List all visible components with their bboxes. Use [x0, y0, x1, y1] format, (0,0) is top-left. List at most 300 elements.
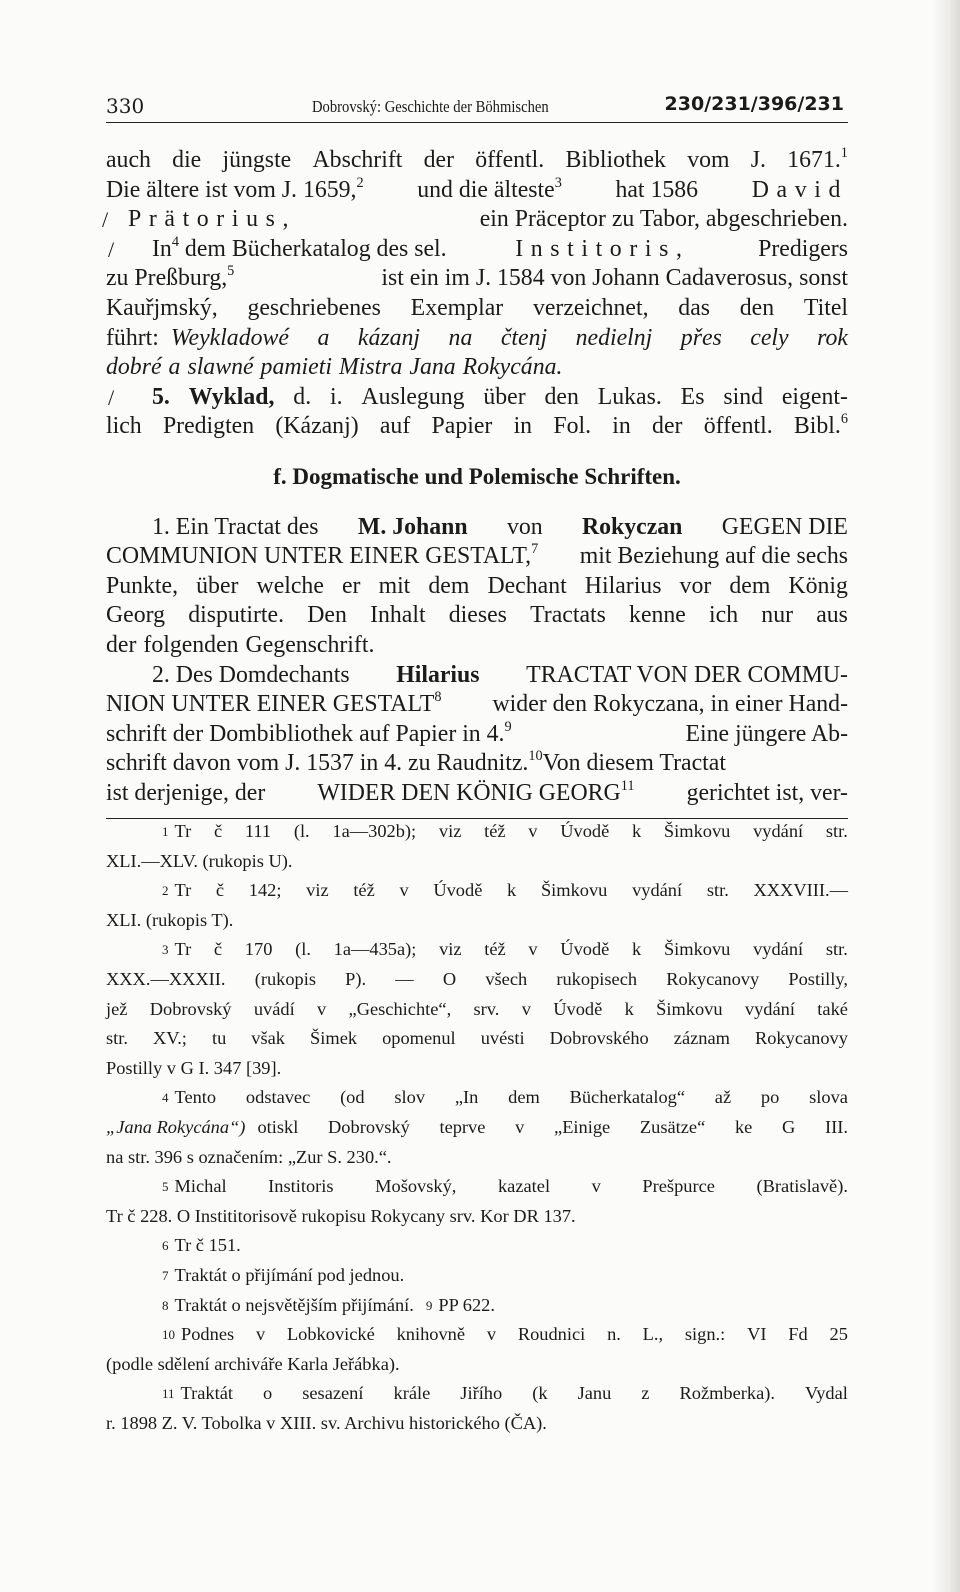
- word: slov: [394, 1087, 426, 1108]
- word: Šimkovu: [663, 939, 731, 960]
- footnote-divider: [106, 818, 848, 819]
- word: Šimkovu: [540, 880, 608, 901]
- footnote-number: 2: [162, 883, 169, 899]
- word: kazatel: [497, 1176, 551, 1197]
- footnote-number: 9: [425, 1297, 433, 1313]
- page-header: [106, 88, 848, 123]
- footnote-number: 1: [162, 824, 169, 839]
- word: a: [317, 324, 330, 351]
- text-segment: von: [506, 513, 543, 540]
- word: Dechant: [487, 572, 567, 599]
- word: viz: [438, 821, 462, 841]
- word: Dobrovský: [149, 998, 232, 1019]
- word: rok: [817, 324, 848, 351]
- text-line: [106, 779, 848, 809]
- word: v: [486, 1324, 497, 1345]
- word: v: [515, 1116, 525, 1137]
- footnote-text: [175, 879, 849, 909]
- author-name-spaced: David: [751, 176, 848, 203]
- word: str.: [106, 1028, 128, 1049]
- word: uvádí: [253, 998, 295, 1019]
- word: „Einige: [554, 1116, 611, 1137]
- word: krále: [393, 1383, 431, 1404]
- word: folgenden: [143, 631, 239, 658]
- footnote-text: [181, 1323, 848, 1353]
- word: k: [507, 880, 517, 901]
- footnote-line: [106, 820, 848, 850]
- word: Postilly,: [788, 968, 848, 989]
- footnote-text: [257, 1116, 848, 1146]
- word: der: [423, 147, 455, 173]
- word: vydání: [753, 821, 804, 841]
- word: XXX.—XXXII.: [106, 968, 226, 989]
- word: III.: [825, 1116, 848, 1137]
- word: sign.:: [684, 1324, 726, 1345]
- text-line: [106, 661, 848, 691]
- text-line: [106, 412, 848, 442]
- word: Bibliothek: [565, 147, 666, 173]
- word: otiskl: [257, 1116, 299, 1137]
- word: in: [513, 413, 533, 440]
- text-line: [106, 631, 848, 661]
- footnote-number: 3: [162, 942, 169, 958]
- word: uvésti: [480, 1028, 525, 1049]
- footnote-number: 7: [162, 1267, 169, 1283]
- footnote-line: [106, 1323, 848, 1353]
- word: též: [484, 821, 506, 841]
- word: Dobrovského: [549, 1028, 649, 1049]
- main-text: [102, 145, 848, 808]
- footnote-text: [175, 820, 849, 850]
- text-segment: WIDER DEN KÖNIG GEORG$^{11}$: [317, 777, 635, 806]
- footnote-line: [106, 1175, 848, 1205]
- word: Rokycanovy: [754, 1028, 848, 1049]
- section-heading: f. Dogmatische und Polemische Schriften.: [273, 463, 681, 489]
- word: Dobrovský: [328, 1116, 410, 1137]
- word: str.: [825, 939, 848, 960]
- word: Fd: [788, 1324, 808, 1345]
- word: 1a—435a);: [333, 939, 417, 960]
- word: XXXVIII.—: [753, 880, 848, 901]
- word: č: [213, 821, 223, 841]
- running-title: Dobrovský: Geschichte der Böhmischen: [312, 97, 549, 116]
- footnote-number: 11: [162, 1386, 175, 1402]
- word: Den: [307, 602, 347, 629]
- word: er: [341, 572, 361, 599]
- word: vom: [687, 147, 730, 173]
- word: v: [528, 821, 538, 841]
- word: čtenj: [500, 324, 548, 351]
- word: Tento: [174, 1087, 217, 1108]
- word: Úvodě: [553, 998, 603, 1019]
- footnote-number: 10: [162, 1327, 175, 1343]
- word: sesazení: [302, 1383, 364, 1404]
- word: Jiřího: [460, 1383, 503, 1404]
- footnote-number: 4: [162, 1090, 169, 1106]
- word: (od: [340, 1087, 365, 1108]
- word: 1671.$^1$: [787, 145, 848, 173]
- word: 111: [244, 821, 272, 841]
- word: öffentl.: [475, 147, 545, 173]
- text-line: [106, 720, 848, 750]
- word: L.,: [642, 1324, 664, 1345]
- word: „Geschichte“,: [348, 998, 452, 1019]
- word: Rožmberka).: [679, 1383, 775, 1404]
- word: auf: [379, 413, 411, 440]
- word: Rokycanovy: [666, 968, 760, 989]
- bold-name: M. Johann: [357, 513, 468, 540]
- text-segment: Eine jüngere Ab-: [685, 720, 848, 747]
- word: J.: [750, 147, 766, 173]
- word: Vydal: [805, 1383, 848, 1404]
- word: v: [591, 1176, 601, 1197]
- word: Inhalt: [370, 602, 426, 629]
- footnote-text: Tr č 151.: [174, 1235, 241, 1256]
- word: Michal: [174, 1176, 227, 1197]
- word: dem: [508, 1087, 540, 1108]
- word: den: [544, 383, 579, 410]
- footnote-text: Traktát o přijímání pod jednou.: [174, 1264, 405, 1285]
- word: dem: [729, 572, 771, 599]
- word: Gegenschrift.: [245, 631, 375, 658]
- text-line: [106, 383, 848, 413]
- word: cely: [750, 324, 789, 351]
- word: kenne: [629, 602, 686, 629]
- text-line: [106, 353, 848, 383]
- text-line: [106, 176, 848, 206]
- word: nur: [761, 602, 794, 629]
- word: však: [251, 1028, 286, 1049]
- word: den: [739, 294, 775, 321]
- text-segment: ist ein im J. 1584 von Johann Cadaverosus, sonst: [381, 265, 848, 292]
- word: Traktát: [180, 1383, 233, 1404]
- word: der: [106, 631, 137, 658]
- text-segment: gerichtet ist, ver-: [686, 779, 848, 806]
- word: Georg: [106, 602, 166, 629]
- word: vydání: [632, 880, 683, 901]
- text-line: [106, 146, 848, 176]
- footnote-text: [175, 1175, 849, 1205]
- text-line: [106, 601, 848, 631]
- text-segment: Predigers: [758, 235, 848, 262]
- word: Roudnici: [517, 1324, 586, 1345]
- word: teprve: [439, 1116, 486, 1137]
- word: welche: [256, 572, 324, 599]
- word: Šimkovu: [656, 998, 723, 1019]
- word: vydání: [753, 939, 804, 960]
- word: Prešpurce: [642, 1176, 715, 1197]
- word: v: [399, 880, 409, 901]
- text-line: [106, 542, 848, 572]
- word: Zusätze“: [639, 1116, 706, 1137]
- word: Punkte,: [106, 572, 179, 599]
- word: knihovně: [396, 1324, 466, 1345]
- text-line: [106, 264, 848, 294]
- word: viz: [306, 880, 329, 901]
- footnote-line: XLI. (rukopis T).: [106, 909, 234, 930]
- word: Weykladowé: [170, 324, 289, 351]
- word: Tr: [174, 880, 192, 901]
- footnote-line: [106, 1234, 848, 1264]
- text-segment: schrift der Dombibliothek auf Papier in 4.$^9$: [106, 718, 512, 747]
- word: jüngste: [222, 147, 292, 173]
- word: Auslegung: [361, 383, 465, 410]
- word: (k: [532, 1383, 548, 1404]
- text-segment: In$^4$ dem Bücherkatalog des sel.: [152, 233, 447, 262]
- word: i.: [330, 383, 343, 410]
- word: P).: [345, 968, 367, 989]
- word: die: [172, 147, 202, 173]
- word: a: [168, 354, 181, 381]
- footnote-line: Tr č 228. O Instititorisově rukopisu Rokycany srv. Kor DR 137.: [106, 1205, 576, 1226]
- word: v: [255, 1324, 266, 1345]
- footnote-line: [106, 968, 848, 998]
- text-segment: 2. Des Domdechants: [152, 661, 350, 688]
- text-segment: schrift davon vom J. 1537 in 4. zu Raudnitz.$^{10}$Von diesem Tractat: [106, 748, 726, 777]
- word: 25: [829, 1324, 848, 1345]
- word: také: [817, 998, 848, 1019]
- word: slova: [809, 1087, 848, 1108]
- text-segment: NION UNTER EINER GESTALT$^8$: [106, 689, 442, 718]
- word: z: [641, 1383, 650, 1404]
- word: srv.: [473, 998, 500, 1019]
- word: str.: [706, 880, 729, 901]
- word: ke: [734, 1116, 753, 1137]
- word: Institoris: [268, 1176, 334, 1197]
- footnote-italic: „Jana Rokycána“): [106, 1116, 246, 1137]
- word: o: [263, 1383, 273, 1404]
- word: n.: [607, 1324, 621, 1345]
- word: Lukas.: [597, 383, 662, 410]
- word: G: [782, 1116, 796, 1137]
- text-segment: Die ältere ist vom J. 1659,$^2$: [106, 174, 364, 203]
- text-segment: zu Preßburg,$^5$: [106, 263, 235, 292]
- word: k: [624, 998, 634, 1019]
- word: všech: [485, 968, 528, 989]
- page-edge-shadow: [932, 0, 960, 1592]
- footnote-number: 5: [162, 1179, 169, 1195]
- word: Bibl.$^6$: [793, 411, 848, 440]
- word: „In: [454, 1087, 479, 1108]
- word: König: [788, 572, 848, 599]
- word: aus: [816, 602, 848, 629]
- word: Predigten: [162, 413, 255, 440]
- word: Papier: [431, 413, 493, 440]
- word: č: [213, 939, 223, 960]
- text-line: [106, 572, 848, 602]
- word: v: [317, 998, 327, 1019]
- footnotes: [106, 820, 848, 1441]
- word: Tr: [174, 821, 192, 841]
- text-line: [106, 235, 848, 265]
- footnote-line: [106, 1116, 848, 1146]
- word: vor: [679, 572, 712, 599]
- word: též: [353, 880, 375, 901]
- word: in: [612, 413, 631, 440]
- word: po: [760, 1087, 780, 1108]
- word: Exemplar: [410, 294, 504, 321]
- word: O: [442, 968, 457, 989]
- text-segment: 1. Ein Tractat des: [152, 513, 319, 540]
- footnote-text: [175, 1086, 849, 1116]
- word: das: [678, 294, 711, 321]
- word: kázanj: [357, 324, 421, 351]
- word: opomenul: [382, 1028, 456, 1049]
- word: dem: [428, 572, 470, 599]
- footnote-text: PP 622.: [438, 1294, 495, 1315]
- word: až: [714, 1087, 732, 1108]
- word: slawné: [187, 354, 254, 381]
- word: Lobkovické: [286, 1324, 375, 1345]
- word: mit: [378, 572, 411, 599]
- text-segment: COMMUNION UNTER EINER GESTALT,$^7$: [106, 541, 539, 570]
- word: Šimkovu: [663, 821, 731, 841]
- text-line: [106, 749, 848, 779]
- italic-title: [171, 324, 848, 354]
- word: Es: [680, 383, 705, 410]
- word: nedielnj: [575, 324, 653, 351]
- word: sind: [723, 383, 763, 410]
- word: Úvodě: [560, 939, 610, 960]
- word: 1a—302b);: [332, 821, 417, 841]
- footnote-line: [106, 938, 848, 968]
- word: též: [484, 939, 506, 960]
- text-segment: wider den Rokyczana, in einer Hand-: [492, 691, 848, 718]
- word: VI: [747, 1324, 767, 1345]
- page-reference: 230/231/396/231: [664, 93, 844, 115]
- word: v: [528, 939, 538, 960]
- text-segment: ist derjenige, der: [106, 779, 266, 806]
- word: dobré: [106, 354, 162, 381]
- word: k: [631, 821, 642, 841]
- word: lich: [106, 413, 142, 440]
- text-line: [106, 294, 848, 324]
- word: Janu: [577, 1383, 612, 1404]
- word: Wyklad,: [188, 383, 275, 410]
- word: v: [521, 998, 531, 1019]
- word: záznam: [673, 1028, 730, 1049]
- word: přes: [680, 324, 722, 351]
- word: geschriebenes: [247, 294, 381, 321]
- word: 170: [244, 939, 273, 960]
- word: vydání: [744, 998, 795, 1019]
- word: Tr: [174, 939, 192, 960]
- word: Mošovský,: [375, 1176, 457, 1197]
- word: (Bratislavě).: [756, 1176, 848, 1197]
- word: č: [215, 880, 225, 901]
- word: (l.: [293, 821, 310, 841]
- footnote-line: XLI.—XLV. (rukopis U).: [106, 850, 293, 871]
- word: odstavec: [245, 1087, 311, 1108]
- text-segment: und die älteste$^3$: [417, 174, 562, 203]
- word: eigent-: [781, 383, 848, 410]
- word: (Kázanj): [275, 413, 359, 440]
- word: disputirte.: [188, 602, 285, 629]
- word: Šimek: [310, 1028, 358, 1049]
- word: XV.;: [153, 1028, 187, 1049]
- margin-mark: /: [108, 384, 115, 410]
- word: Rokycána.: [462, 354, 563, 381]
- footnote-line: [106, 1294, 848, 1324]
- footnote-line: [106, 1264, 848, 1294]
- text-segment: [106, 383, 848, 413]
- word: (l.: [295, 939, 311, 960]
- text-segment: ein Präceptor zu Tabor, abgeschrieben.: [479, 206, 848, 233]
- word: na: [448, 324, 473, 351]
- word: Úvodě: [560, 821, 610, 841]
- word: über: [483, 383, 526, 410]
- word: Tractats: [530, 602, 606, 629]
- word: —: [395, 968, 414, 989]
- word: Mistra: [338, 354, 403, 381]
- word: Bücherkatalog“: [569, 1087, 685, 1108]
- footnote-number: 8: [162, 1297, 169, 1313]
- small-caps-title: GEGEN DIE: [721, 513, 848, 540]
- name-spaced: Institoris,: [515, 235, 690, 262]
- footnote-line: Postilly v G I. 347 [39].: [106, 1057, 282, 1078]
- word: str.: [825, 821, 848, 841]
- footnote-text: [175, 938, 849, 968]
- footnote-line: [106, 1086, 848, 1116]
- footnote-text: Traktát o nejsvětějším přijímání.: [174, 1294, 414, 1315]
- bold-name: Hilarius: [396, 661, 480, 688]
- text-line: [106, 324, 848, 354]
- word: k: [632, 939, 642, 960]
- footnote-line: (podle sdělení archiváře Karla Jeřábka).: [106, 1353, 400, 1374]
- word: rukopisech: [556, 968, 638, 989]
- text-line: [106, 690, 848, 720]
- text-line: [102, 205, 848, 235]
- word: Abschrift: [312, 147, 403, 173]
- footnote-line: [106, 1382, 848, 1412]
- page-number: 330: [106, 94, 145, 118]
- margin-mark: /: [102, 207, 109, 233]
- word: öffentl.: [703, 413, 773, 440]
- word: verzeichnet,: [532, 294, 649, 321]
- text-segment: führt:: [106, 324, 159, 351]
- text-segment: mit Beziehung auf die sechs: [579, 543, 848, 570]
- footnote-number: 6: [162, 1238, 169, 1254]
- footnote-line: [106, 1027, 848, 1057]
- word: Titel: [803, 294, 848, 321]
- word: tu: [211, 1028, 227, 1049]
- word: der: [652, 413, 683, 440]
- word: ich: [709, 602, 739, 629]
- word: Fol.: [553, 413, 592, 440]
- word: über: [196, 572, 239, 599]
- author-name-spaced: Prätorius,: [128, 206, 297, 233]
- word: 5.: [152, 383, 170, 410]
- word: Podnes: [181, 1324, 235, 1345]
- word: Jana: [409, 354, 456, 381]
- footnote-line: [106, 998, 848, 1028]
- word: 142;: [248, 880, 282, 901]
- word: Kauřjmský,: [106, 294, 218, 321]
- margin-mark: /: [108, 236, 115, 262]
- word: auch: [106, 147, 151, 173]
- footnote-line: [106, 879, 848, 909]
- word: viz: [439, 939, 462, 960]
- word: Úvodě: [433, 880, 483, 901]
- word: jež: [106, 998, 128, 1019]
- word: (rukopis: [254, 968, 316, 989]
- word: Hilarius: [584, 572, 662, 599]
- word: dieses: [448, 602, 507, 629]
- footnote-text: [181, 1382, 848, 1412]
- footnote-line: na str. 396 s označením: „Zur S. 230.“.: [106, 1146, 392, 1167]
- word: pamieti: [260, 354, 332, 381]
- text-segment: hat 1586: [615, 176, 699, 203]
